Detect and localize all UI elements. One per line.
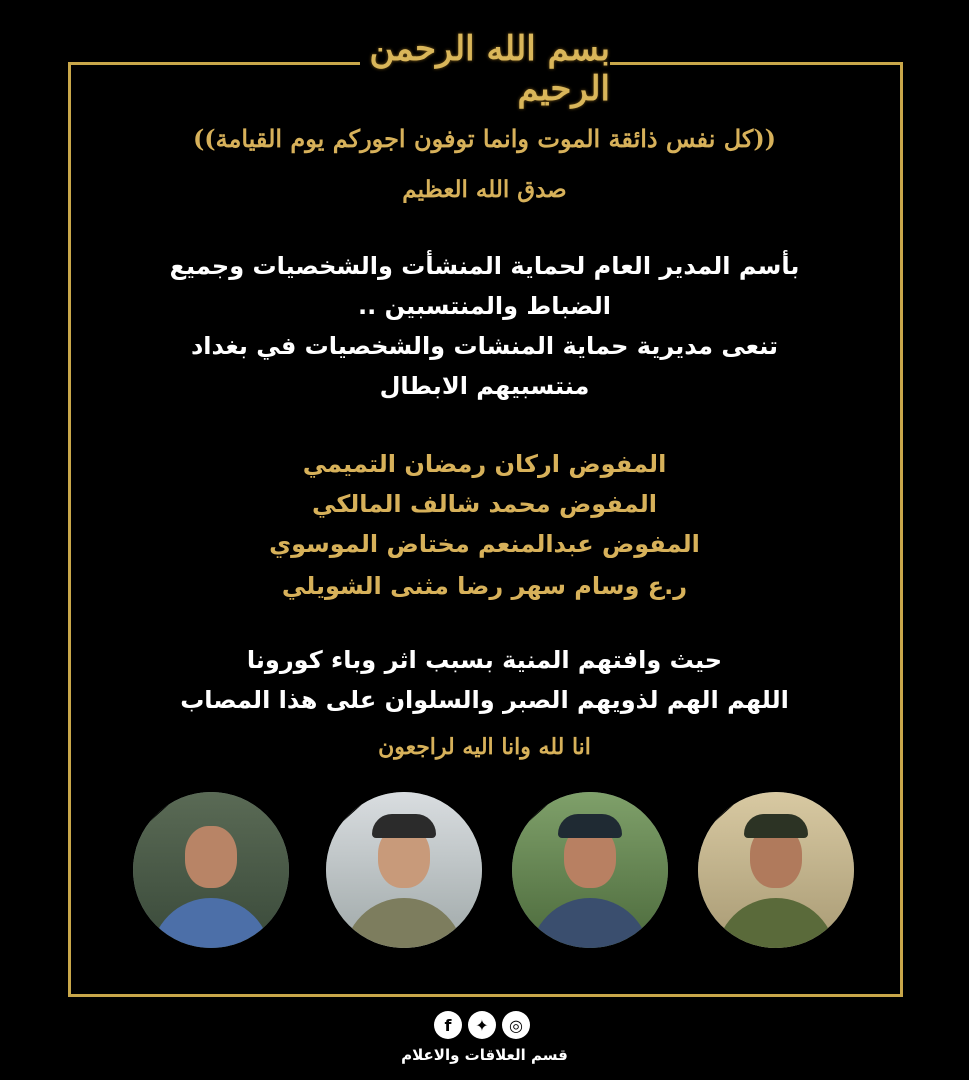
cause-line-2: اللهم الهم لذويهم الصبر والسلوان على هذا المصاب [180, 686, 789, 714]
inna-lillah-text: انا لله وانا اليه لراجعون [378, 734, 591, 760]
quran-verse: ((كل نفس ذائقة الموت وانما توفون اجوركم يوم القيامة)) [192, 124, 777, 153]
intro-line-1: بأسم المدير العام لحماية المنشأت والشخصيات وجميع [169, 252, 800, 280]
sadaq-text: صدق الله العظيم [402, 176, 567, 203]
instagram-icon[interactable]: ◎ [502, 1011, 530, 1039]
twitter-icon[interactable]: ✦ [468, 1011, 496, 1039]
portrait-photo-2 [326, 792, 482, 948]
cause-line-1: حيث وافتهم المنية بسبب اثر وباء كورونا [246, 646, 723, 674]
facebook-icon[interactable]: f [434, 1011, 462, 1039]
portrait-photo-4 [698, 792, 854, 948]
social-icons [434, 1011, 530, 1039]
deceased-name-2: المفوض محمد شالف المالكي [312, 490, 657, 518]
portrait-photo-1 [133, 792, 289, 948]
deceased-name-4: ر.ع وسام سهر رضا مثنى الشويلي [281, 572, 688, 600]
portrait-photo-3 [512, 792, 668, 948]
intro-line-4: منتسبيهم الابطال [379, 372, 590, 400]
deceased-name-3: المفوض عبدالمنعم مختاض الموسوي [269, 530, 700, 558]
basmala-calligraphy: بسم الله الرحمن الرحيم [369, 29, 610, 109]
intro-line-3: تنعى مديرية حماية المنشات والشخصيات في بغداد [190, 332, 779, 360]
footer-department: قسم العلاقات والاعلام [401, 1046, 568, 1064]
basmala-header [360, 30, 610, 108]
deceased-name-1: المفوض اركان رمضان التميمي [302, 450, 667, 478]
intro-line-2: الضباط والمنتسبين .. [357, 292, 612, 320]
